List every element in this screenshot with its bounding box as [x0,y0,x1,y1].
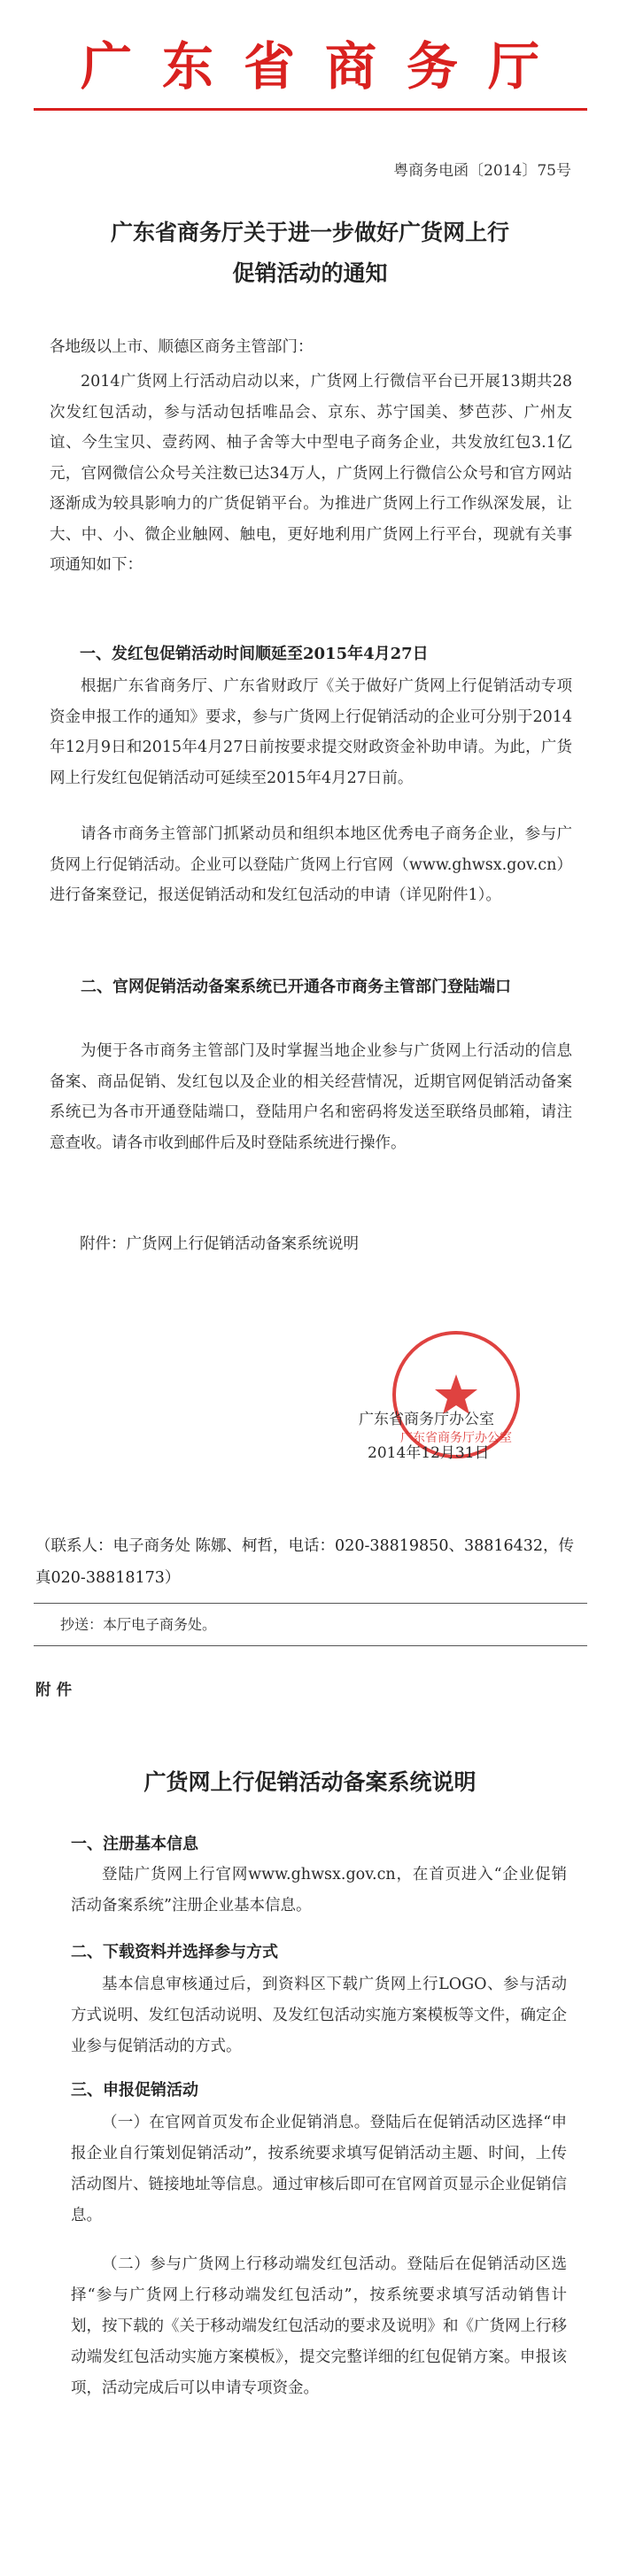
notice-title-line1: 广东省商务厅关于进一步做好广货网上行 [110,220,509,245]
cc-line: 抄送：本厅电子商务处。 [60,1616,217,1633]
document-number: 粤商务电函〔2014〕75号 [393,162,571,180]
appendix-title: 广货网上行促销活动备案系统说明 [143,1769,477,1795]
attachment-note: 附件：广货网上行促销活动备案系统说明 [80,1235,359,1253]
appendix-s1-paragraph: 登陆广货网上行官网www.ghwsx.gov.cn，在首页进入“企业促销活动备案系统”注册企业基本信息。 [71,1866,567,1915]
seal-text: 广东省商务厅办公室 [400,1431,512,1445]
section1-paragraph2: 请各市商务主管部门抓紧动员和组织本地区优秀电子商务企业，参与广货网上行促销活动。企业可以登陆广货网上行官网（www.ghwsx.gov.cn）进行备案登记，报送促销活动和发红包活动的申请（详见附件1）。 [50,825,572,904]
intro-paragraph: 2014广货网上行活动启动以来，广货网上行微信平台已开展13期共28次发红包活动，参与活动包括唯品会、京东、苏宁国美、梦芭莎、广州友谊、今生宝贝、壹药网、柚子舍等大中型电子商务企业，共发放红包3.1亿元，官网微信公众号关注数已达34万人，广货网上行微信公众号和官方网站逐渐成为较具影响力的广货促销平台。为推进广货网上行工作纵深发展，让大、中、小、微企业触网、触电，更好地利用广货网上行平台，现就有关事项通知如下： [50,373,572,574]
sign-date: 2014年12月31日 [368,1444,490,1462]
appendix-s3-heading: 三、申报促销活动 [71,2081,198,2100]
signer: 广东省商务厅办公室 [359,1411,494,1428]
cc-rule-bottom [34,1645,587,1646]
appendix-label: 附 件 [35,1682,73,1699]
contact-info: （联系人：电子商务处 陈娜、柯哲，电话：020-38819850、38816432，传真020-38818173） [35,1537,575,1587]
letterhead-red-rule [34,108,587,111]
cc-rule [34,1603,587,1604]
appendix-s3-paragraph2: （二）参与广货网上行移动端发红包活动。登陆后在促销活动区选择“参与广货网上行移动端发红包活动”，按系统要求填写活动销售计划，按下载的《关于移动端发红包活动的要求及说明》和《广货网上行移动端发红包活动实施方案模板》，提交完整详细的红包促销方案。申报该项，活动完成后可以申请专项资金。 [71,2255,567,2397]
salutation: 各地级以上市、顺德区商务主管部门： [50,338,314,356]
section1-paragraph1: 根据广东省商务厅、广东省财政厅《关于做好广货网上行促销活动专项资金申报工作的通知》要求，参与广货网上行促销活动的企业可分别于2014年12月9日和2015年4月27日前按要求提交财政资金补助申请。为此，广货网上行发红包促销活动可延续至2015年4月27日前。 [50,677,572,787]
section1-heading: 一、发红包促销活动时间顺延至2015年4月27日 [80,645,429,663]
appendix-s3-paragraph1: （一）在官网首页发布企业促销消息。登陆后在促销活动区选择“申报企业自行策划促销活动”，按系统要求填写促销活动主题、时间，上传活动图片、链接地址等信息。通过审核后即可在官网首页显示企业促销信息。 [71,2114,567,2224]
section2-heading: 二、官网促销活动备案系统已开通各市商务主管部门登陆端口 [81,978,511,996]
appendix-s2-heading: 二、下载资料并选择参与方式 [71,1943,278,1961]
notice-title-line2: 促销活动的通知 [232,260,388,286]
letterhead-title: 广东省商务厅 [80,36,570,97]
section2-paragraph1: 为便于各市商务主管部门及时掌握当地企业参与广货网上行活动的信息备案、商品促销、发红包以及企业的相关经营情况，近期官网促销活动备案系统已为各市开通登陆端口，登陆用户名和密码将发送至联络员邮箱，请注意查收。请各市收到邮件后及时登陆系统进行操作。 [50,1042,572,1152]
appendix-s1-heading: 一、注册基本信息 [71,1835,198,1853]
appendix-s2-paragraph: 基本信息审核通过后，到资料区下载广货网上行LOGO、参与活动方式说明、发红包活动说明、及发红包活动实施方案模板等文件，确定企业参与促销活动的方式。 [71,1976,567,2055]
